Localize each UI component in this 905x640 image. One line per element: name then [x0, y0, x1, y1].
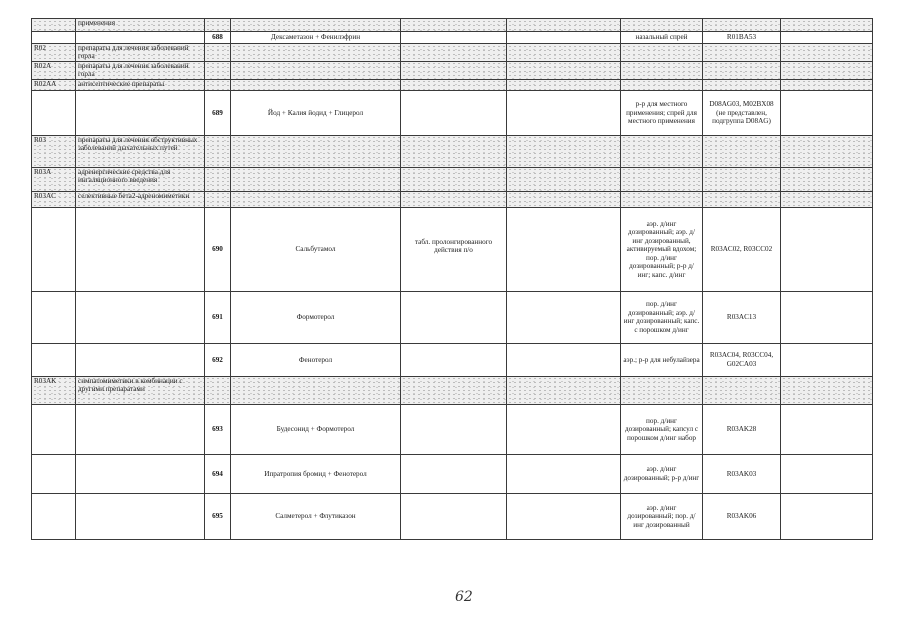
- extra-cell: [781, 454, 873, 493]
- row-number-cell: 695: [205, 493, 231, 539]
- atc-code-cell: R03A: [32, 167, 76, 191]
- note-cell: [401, 44, 507, 62]
- atc-code-cell: R02A: [32, 61, 76, 79]
- group-name-cell: препараты для лечения заболеваний горла: [76, 44, 205, 62]
- drug-row: [32, 343, 873, 376]
- dosage-form-cell: [621, 167, 703, 191]
- drug-row: [32, 291, 873, 343]
- drug-name-cell: Ипратропия бромид + Фенотерол: [231, 454, 401, 493]
- atc-ref-cell: [703, 19, 781, 32]
- note-cell: [401, 191, 507, 207]
- group-name-cell: [76, 454, 205, 493]
- atc-code-cell: [32, 90, 76, 135]
- blank-cell: [507, 61, 621, 79]
- extra-cell: [781, 135, 873, 167]
- note-cell: [401, 79, 507, 90]
- extra-cell: [781, 343, 873, 376]
- group-name-cell: антисептические препараты: [76, 79, 205, 90]
- atc-ref-cell: D08AG03, M02BX08 (не представлен, подгруппа D08AG): [703, 90, 781, 135]
- dosage-form-cell: р-р для местного применения; спрей для местного применения: [621, 90, 703, 135]
- dosage-form-cell: аэр. д/инг дозированный; пор. д/инг дозированный: [621, 493, 703, 539]
- atc-code-cell: R02: [32, 44, 76, 62]
- blank-cell: [507, 291, 621, 343]
- row-number-cell: 693: [205, 404, 231, 454]
- blank-cell: [507, 404, 621, 454]
- group-name-cell: симпатомиметики в комбинации с другими препаратами: [76, 376, 205, 404]
- note-cell: [401, 32, 507, 44]
- atc-ref-cell: [703, 191, 781, 207]
- drug-name-cell: [231, 191, 401, 207]
- group-name-cell: препараты для лечения обструктивных заболеваний дыхательных путей: [76, 135, 205, 167]
- blank-cell: [507, 135, 621, 167]
- extra-cell: [781, 404, 873, 454]
- row-number-cell: [205, 376, 231, 404]
- row-number-cell: 694: [205, 454, 231, 493]
- atc-ref-cell: [703, 61, 781, 79]
- group-name-cell: адренергические средства для ингаляционного введения: [76, 167, 205, 191]
- atc-code-cell: [32, 207, 76, 291]
- drug-name-cell: [231, 19, 401, 32]
- extra-cell: [781, 493, 873, 539]
- extra-cell: [781, 291, 873, 343]
- extra-cell: [781, 207, 873, 291]
- blank-cell: [507, 454, 621, 493]
- group-name-cell: применения: [76, 19, 205, 32]
- drug-name-cell: Салметерол + Флутиказон: [231, 493, 401, 539]
- extra-cell: [781, 376, 873, 404]
- row-number-cell: 690: [205, 207, 231, 291]
- blank-cell: [507, 79, 621, 90]
- atc-ref-cell: [703, 376, 781, 404]
- note-cell: [401, 135, 507, 167]
- drug-list-table: [31, 18, 873, 540]
- extra-cell: [781, 191, 873, 207]
- atc-ref-cell: [703, 135, 781, 167]
- extra-cell: [781, 61, 873, 79]
- atc-ref-cell: R01BA53: [703, 32, 781, 44]
- drug-name-cell: Сальбутамол: [231, 207, 401, 291]
- atc-code-cell: R02AA: [32, 79, 76, 90]
- drug-name-cell: Йод + Калия йодид + Глицерол: [231, 90, 401, 135]
- dosage-form-cell: аэр.; р-р для небулайзера: [621, 343, 703, 376]
- extra-cell: [781, 79, 873, 90]
- row-number-cell: 692: [205, 343, 231, 376]
- dosage-form-cell: [621, 376, 703, 404]
- dosage-form-cell: [621, 79, 703, 90]
- blank-cell: [507, 167, 621, 191]
- drug-row: [32, 404, 873, 454]
- row-number-cell: [205, 191, 231, 207]
- atc-ref-cell: [703, 79, 781, 90]
- atc-code-cell: [32, 291, 76, 343]
- atc-ref-cell: [703, 167, 781, 191]
- section-row: [32, 79, 873, 90]
- group-name-cell: [76, 90, 205, 135]
- atc-ref-cell: [703, 44, 781, 62]
- extra-cell: [781, 90, 873, 135]
- atc-ref-cell: R03AC02, R03CC02: [703, 207, 781, 291]
- atc-ref-cell: R03AC13: [703, 291, 781, 343]
- atc-code-cell: [32, 343, 76, 376]
- note-cell: [401, 90, 507, 135]
- atc-code-cell: R03AK: [32, 376, 76, 404]
- dosage-form-cell: назальный спрей: [621, 32, 703, 44]
- atc-code-cell: R03AC: [32, 191, 76, 207]
- blank-cell: [507, 32, 621, 44]
- section-row: [32, 376, 873, 404]
- drug-name-cell: Фенотерол: [231, 343, 401, 376]
- drug-row: [32, 90, 873, 135]
- dosage-form-cell: аэр. д/инг дозированный; аэр. д/инг дозированный, активируемый вдохом; пор. д/инг дозированный; р-р д/инг; капс. д/инг: [621, 207, 703, 291]
- note-cell: [401, 61, 507, 79]
- note-cell: [401, 167, 507, 191]
- section-row: [32, 135, 873, 167]
- dosage-form-cell: [621, 191, 703, 207]
- extra-cell: [781, 44, 873, 62]
- row-number-cell: 688: [205, 32, 231, 44]
- note-cell: [401, 404, 507, 454]
- drug-name-cell: Будесонид + Формотерол: [231, 404, 401, 454]
- drug-name-cell: [231, 376, 401, 404]
- note-cell: [401, 454, 507, 493]
- group-name-cell: селективные бета2-адреномиметики: [76, 191, 205, 207]
- section-row: [32, 191, 873, 207]
- note-cell: [401, 19, 507, 32]
- table-body: [32, 19, 873, 540]
- drug-row: [32, 32, 873, 44]
- blank-cell: [507, 343, 621, 376]
- atc-code-cell: [32, 493, 76, 539]
- dosage-form-cell: [621, 19, 703, 32]
- document-page: [31, 18, 872, 605]
- note-cell: [401, 376, 507, 404]
- drug-row: [32, 454, 873, 493]
- section-row: [32, 61, 873, 79]
- row-number-cell: 689: [205, 90, 231, 135]
- blank-cell: [507, 207, 621, 291]
- extra-cell: [781, 32, 873, 44]
- note-cell: [401, 343, 507, 376]
- group-name-cell: [76, 291, 205, 343]
- page-number: 62: [455, 589, 473, 605]
- row-number-cell: [205, 135, 231, 167]
- group-name-cell: [76, 493, 205, 539]
- atc-code-cell: R03: [32, 135, 76, 167]
- row-number-cell: [205, 44, 231, 62]
- row-number-cell: [205, 79, 231, 90]
- atc-ref-cell: R03AK06: [703, 493, 781, 539]
- group-name-cell: [76, 404, 205, 454]
- drug-name-cell: [231, 135, 401, 167]
- blank-cell: [507, 44, 621, 62]
- drug-name-cell: Дексаметазон + Фенилэфрин: [231, 32, 401, 44]
- note-cell: табл. пролонгированного действия п/о: [401, 207, 507, 291]
- extra-cell: [781, 19, 873, 32]
- group-name-cell: [76, 343, 205, 376]
- drug-row: [32, 493, 873, 539]
- drug-name-cell: Формотерол: [231, 291, 401, 343]
- row-number-cell: [205, 19, 231, 32]
- section-row: [32, 167, 873, 191]
- atc-code-cell: [32, 19, 76, 32]
- dosage-form-cell: [621, 135, 703, 167]
- atc-ref-cell: R03AC04, R03CC04, G02CA03: [703, 343, 781, 376]
- row-number-cell: [205, 167, 231, 191]
- atc-ref-cell: R03AK03: [703, 454, 781, 493]
- dosage-form-cell: пор. д/инг дозированный; капсул с порошком д/инг набор: [621, 404, 703, 454]
- atc-ref-cell: R03AK28: [703, 404, 781, 454]
- note-cell: [401, 493, 507, 539]
- section-row: [32, 44, 873, 62]
- atc-code-cell: [32, 404, 76, 454]
- blank-cell: [507, 376, 621, 404]
- blank-cell: [507, 19, 621, 32]
- dosage-form-cell: пор. д/инг дозированный; аэр. д/инг дозированный; капс. с порошком д/инг: [621, 291, 703, 343]
- atc-code-cell: [32, 454, 76, 493]
- drug-name-cell: [231, 61, 401, 79]
- dosage-form-cell: [621, 44, 703, 62]
- blank-cell: [507, 90, 621, 135]
- section-row: [32, 19, 873, 32]
- row-number-cell: 691: [205, 291, 231, 343]
- blank-cell: [507, 191, 621, 207]
- dosage-form-cell: [621, 61, 703, 79]
- group-name-cell: [76, 207, 205, 291]
- blank-cell: [507, 493, 621, 539]
- dosage-form-cell: аэр. д/инг дозированный; р-р д/инг: [621, 454, 703, 493]
- row-number-cell: [205, 61, 231, 79]
- group-name-cell: препараты для лечения заболеваний горла: [76, 61, 205, 79]
- atc-code-cell: [32, 32, 76, 44]
- drug-row: [32, 207, 873, 291]
- extra-cell: [781, 167, 873, 191]
- note-cell: [401, 291, 507, 343]
- drug-name-cell: [231, 79, 401, 90]
- drug-name-cell: [231, 44, 401, 62]
- drug-name-cell: [231, 167, 401, 191]
- group-name-cell: [76, 32, 205, 44]
